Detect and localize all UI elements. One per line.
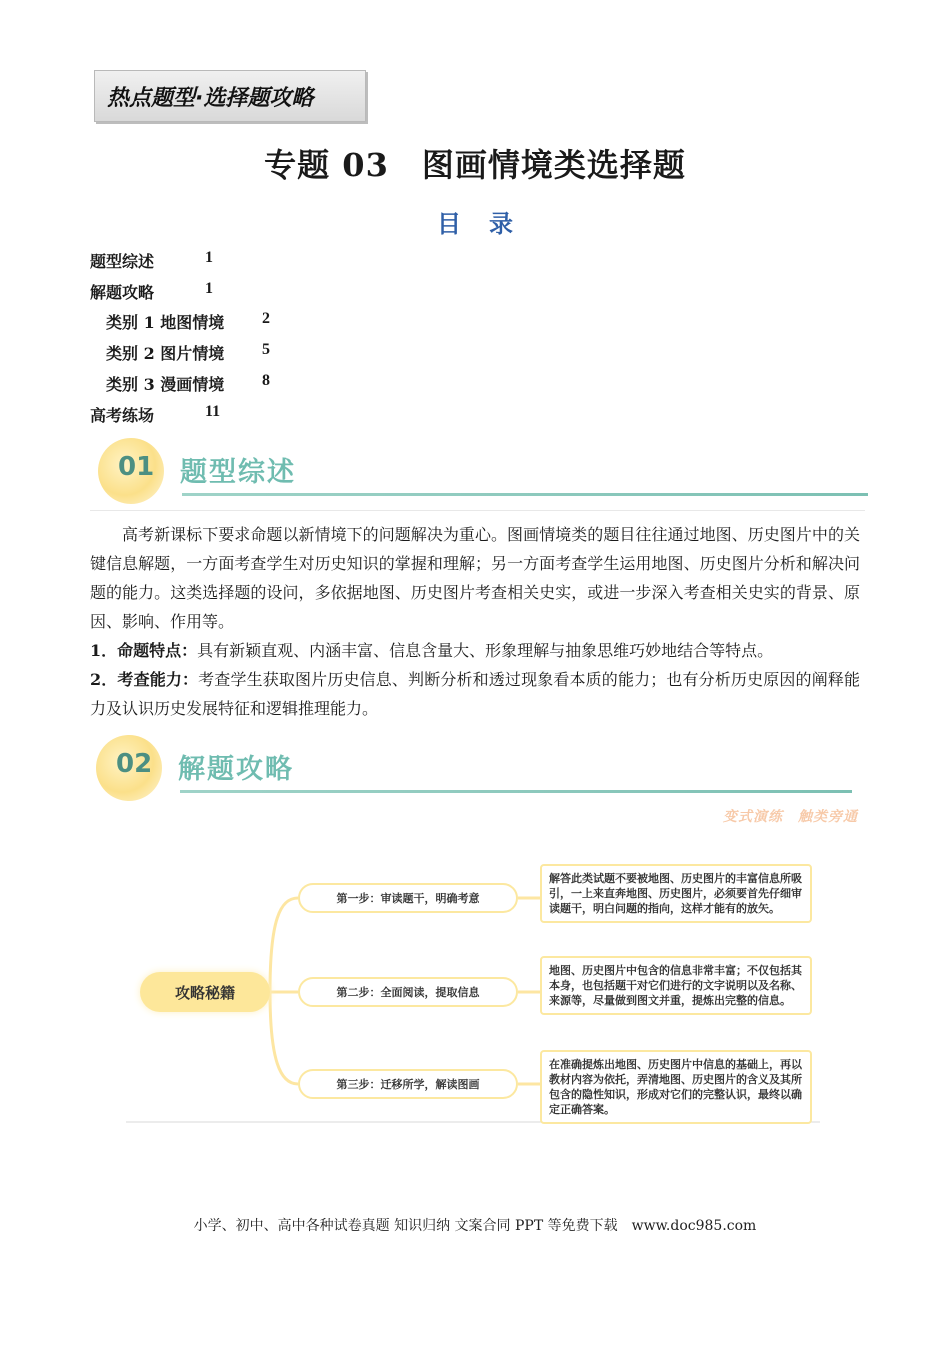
- point-ability-text: 考查学生获取图片历史信息、判断分析和透过现象看本质的能力；也有分析历史原因的阐释能力及认识历史发展特征和逻辑推理能力。: [90, 670, 860, 718]
- toc-item-text: 类别 1 地图情境: [106, 313, 225, 332]
- toc-item[interactable]: [106, 341, 270, 364]
- toc-item-page: 2: [262, 310, 270, 327]
- toc-item-text: 高考练场: [90, 406, 155, 425]
- point-feature: [90, 636, 860, 665]
- toc-heading: 目录: [437, 209, 541, 238]
- toc-item[interactable]: [90, 403, 220, 426]
- mindmap-step-1-desc: 解答此类试题不要被地图、历史图片的丰富信息所吸引，一上来直奔地图、历史图片，必须要首先仔细审读题干，明白问题的指向，这样才能有的放矢。: [540, 864, 812, 923]
- toc-item-page: 11: [205, 403, 221, 420]
- section-header-overview: [98, 438, 868, 504]
- topic-banner: [94, 70, 366, 122]
- point-feature-label: 1．命题特点：: [90, 641, 198, 660]
- toc-item[interactable]: [90, 280, 213, 303]
- toc-item-page: 5: [262, 341, 270, 358]
- toc-item[interactable]: [106, 372, 270, 395]
- point-ability: [90, 665, 860, 723]
- section-title: 题型综述: [180, 457, 296, 488]
- divider: [90, 510, 865, 511]
- mindmap-step-3-desc: 在准确提炼出地图、历史图片中信息的基础上，再以教材内容为依托，弄清地图、历史图片的含义及其所包含的隐性知识，形成对它们的完整认识，最终以确定正确答案。: [540, 1050, 812, 1124]
- mindmap-step-1: 第一步：审读题干，明确考意: [298, 883, 518, 913]
- section-number: 01: [118, 452, 155, 482]
- toc-item-page: 1: [205, 249, 213, 266]
- toc-item-text: 解题攻略: [90, 283, 155, 302]
- mindmap-center-node: 攻略秘籍: [140, 972, 270, 1012]
- mindmap-step-3: 第三步：迁移所学，解读图画: [298, 1069, 518, 1099]
- toc-item-text: 题型综述: [90, 252, 155, 271]
- section-rule: [182, 493, 868, 496]
- mindmap-step-2: 第二步：全面阅读，提取信息: [298, 977, 518, 1007]
- section-header-strategy: [96, 735, 852, 801]
- point-feature-text: 具有新颖直观、内涵丰富、信息含量大、形象理解与抽象思维巧妙地结合等特点。: [197, 641, 774, 660]
- section-number: 02: [116, 749, 153, 779]
- mindmap-step-2-desc: 地图、历史图片中包含的信息非常丰富；不仅包括其本身，也包括题干对它们进行的文字说明以及名称、来源等，尽量做到图文并重，提炼出完整的信息。: [540, 956, 812, 1015]
- topic-banner-label: 热点题型·选择题攻略: [107, 85, 314, 111]
- toc-item-text: 类别 2 图片情境: [106, 344, 225, 363]
- point-ability-label: 2．考查能力：: [90, 670, 199, 689]
- toc-item[interactable]: [90, 249, 213, 272]
- toc-item-page: 8: [262, 372, 270, 389]
- toc-item-text: 类别 3 漫画情境: [106, 375, 225, 394]
- toc-item[interactable]: [106, 310, 270, 333]
- section-rule: [180, 790, 852, 793]
- toc-item-page: 1: [205, 280, 213, 297]
- section-tagline: 变式演练 触类旁通: [723, 809, 858, 825]
- section-title: 解题攻略: [178, 754, 294, 785]
- page-footer: 小学、初中、高中各种试卷真题 知识归纳 文案合同 PPT 等免费下载 www.doc985.com: [193, 1218, 757, 1234]
- overview-paragraph: 高考新课标下要求命题以新情境下的问题解决为重心。图画情境类的题目往往通过地图、历史图片中的关键信息解题，一方面考查学生对历史知识的掌握和理解；另一方面考查学生运用地图、历史图片分析和解决问题的能力。这类选择题的设问，多依据地图、历史图片考查相关史实，或进一步深入考查相关史实的背景、原因、影响、作用等。: [90, 525, 860, 631]
- page-title: 专题 03 图画情境类选择题: [264, 146, 686, 184]
